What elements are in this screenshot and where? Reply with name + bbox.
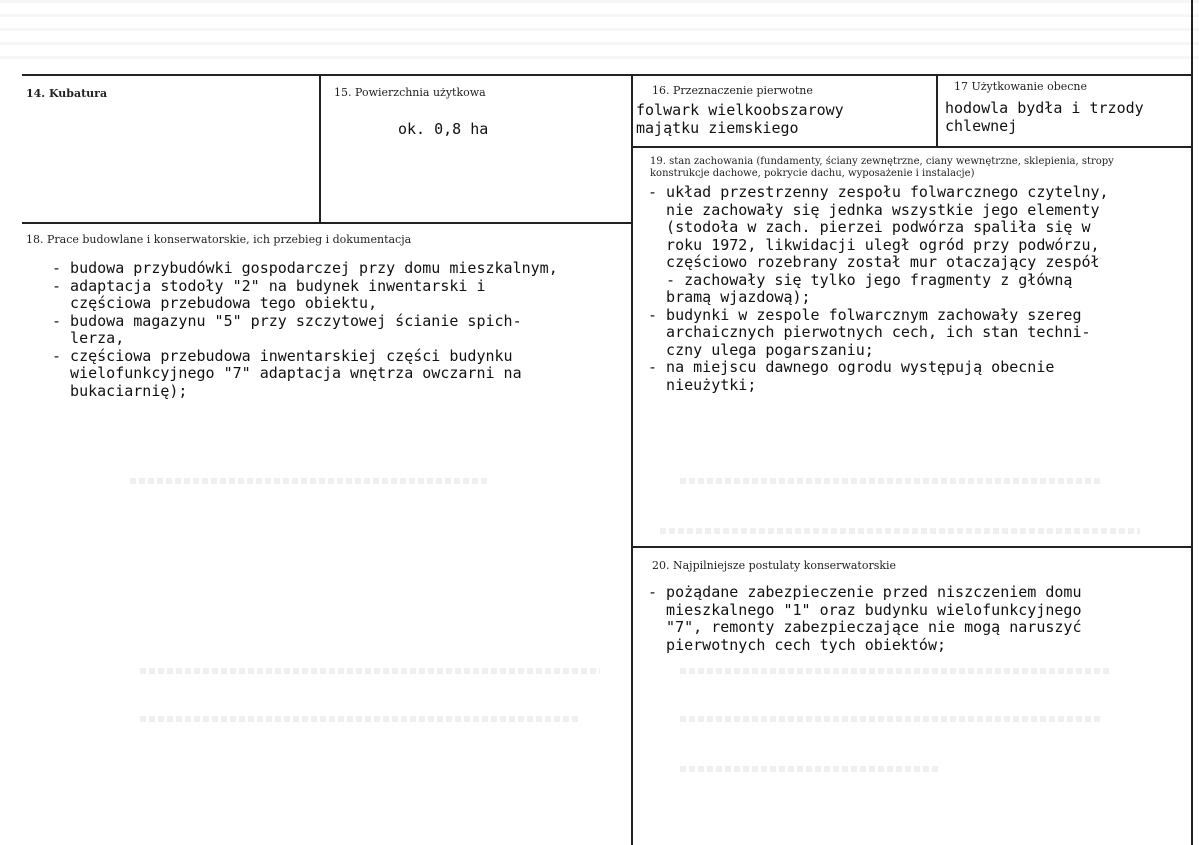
value-line: mieszkalnego "1" oraz budynku wielofunkcyjnego — [648, 600, 1082, 619]
value-line: częściowo rozebrany został mur otaczający zespół — [648, 253, 1100, 271]
value-line: archaicznych pierwotnych cech, ich stan techni- — [648, 323, 1091, 341]
field-kubatura-label: 14. Kubatura — [26, 87, 108, 100]
value-line: - adaptacja stodoły "2" na budynek inwentarski i — [52, 276, 486, 295]
value-line: - zachowały się tylko jego fragmenty z główną — [648, 270, 1073, 289]
value-line: nieużytki; — [648, 375, 757, 394]
column-divider-16-17 — [936, 74, 938, 147]
bleed-through-mark — [680, 478, 1100, 484]
value-line: bramą wjazdową); — [648, 288, 811, 306]
value-line: nie zachowały się jednka wszystkie jego elementy — [648, 200, 1100, 219]
value-line: pierwotnych cech tych obiektów; — [648, 635, 947, 654]
field-stan-label — [650, 156, 1190, 180]
field-przeznaczenie-value — [636, 102, 844, 137]
field-prace-value — [52, 260, 558, 400]
bleed-through-mark — [140, 716, 580, 722]
row-divider-right-upper — [632, 146, 1193, 148]
bleed-through-strip — [0, 0, 1199, 60]
value-line: wielofunkcyjnego "7" adaptacja wnętrza owczarni na — [52, 364, 522, 382]
value-line: ok. 0,8 ha — [398, 120, 489, 138]
value-line: chlewnej — [945, 116, 1018, 135]
bleed-through-mark — [130, 478, 490, 484]
field-uzytkowanie-value — [945, 100, 1144, 135]
field-uzytkowanie-label: 17 Użytkowanie obecne — [954, 80, 1087, 93]
value-line: hodowla bydła i trzody — [945, 99, 1144, 117]
value-line: bukaciarnię); — [52, 381, 188, 400]
value-line: częściowa przebudowa tego obiektu, — [52, 294, 378, 312]
page-border-right — [1191, 0, 1193, 845]
field-prace-label: 18. Prace budowlane i konserwatorskie, ich przebieg i dokumentacja — [26, 233, 412, 246]
field-postulaty-label: 20. Najpilniejsze postulaty konserwatorskie — [652, 559, 897, 572]
column-divider-14-15 — [319, 74, 321, 223]
field-postulaty-value — [648, 584, 1081, 654]
value-line: lerza, — [52, 329, 125, 347]
value-line: - na miejscu dawnego ogrodu występują obecnie — [648, 358, 1055, 376]
bleed-through-mark — [660, 528, 1140, 534]
column-divider-main — [631, 74, 633, 845]
value-line: "7", remonty zabezpieczające nie mogą naruszyć — [648, 618, 1082, 636]
value-line: - budowa przybudówki gospodarczej przy domu mieszkalnym, — [52, 259, 558, 277]
value-line: czny ulega pogarszaniu; — [648, 340, 874, 359]
value-line: (stodoła w zach. pierzei podwórza spaliła się w — [648, 218, 1091, 236]
bleed-through-mark — [140, 668, 600, 674]
bleed-through-mark — [680, 716, 1100, 722]
value-line: - budynki w zespole folwarcznym zachowały szereg — [648, 305, 1082, 324]
bleed-through-mark — [680, 668, 1110, 674]
row-divider-left — [22, 222, 632, 224]
bleed-through-mark — [680, 766, 940, 772]
row-divider-right-lower — [632, 546, 1193, 548]
table-top-rule — [22, 74, 1193, 76]
value-line: - układ przestrzenny zespołu folwarcznego czytelny, — [648, 183, 1109, 201]
value-line: roku 1972, likwidacji uległ ogród przy podwórzu, — [648, 235, 1100, 254]
value-line: - budowa magazynu "5" przy szczytowej ścianie spich- — [52, 311, 522, 330]
value-line: - częściowa przebudowa inwentarskiej części budynku — [52, 346, 513, 365]
field-stan-label-line2: konstrukcje dachowe, pokrycie dachu, wyposażenie i instalacje) — [650, 168, 975, 179]
field-stan-label-line1: 19. stan zachowania (fundamenty, ściany zewnętrzne, ciany wewnętrzne, sklepienia, stropy — [650, 156, 1114, 167]
field-przeznaczenie-label: 16. Przeznaczenie pierwotne — [652, 84, 813, 97]
value-line: - pożądane zabezpieczenie przed niszczeniem domu — [648, 583, 1082, 601]
field-powierzchnia-value — [398, 121, 488, 139]
field-powierzchnia-label: 15. Powierzchnia użytkowa — [334, 86, 486, 99]
field-stan-value — [648, 184, 1109, 394]
value-line: folwark wielkoobszarowy — [636, 101, 844, 119]
value-line: majątku ziemskiego — [636, 118, 799, 137]
